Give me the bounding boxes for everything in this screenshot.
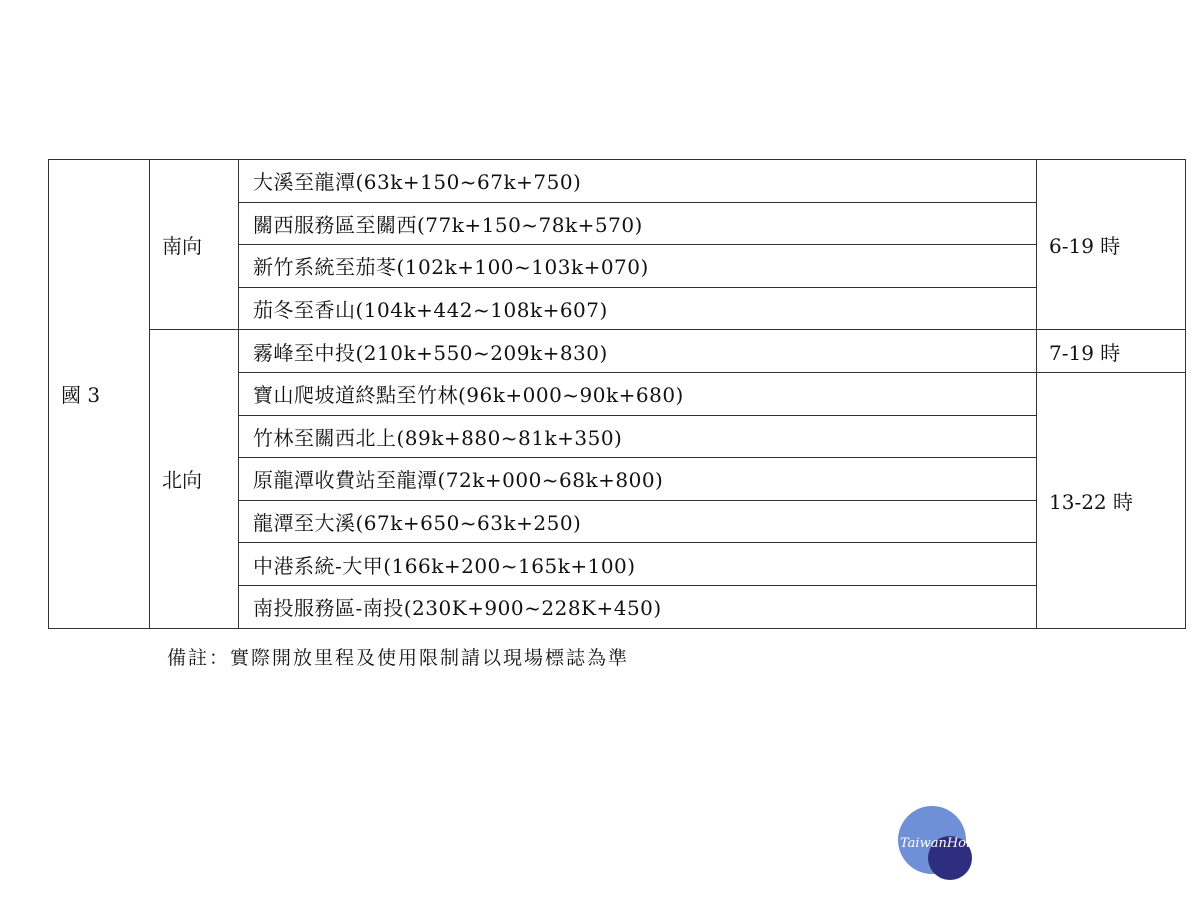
direction-north-cell: 北向	[150, 330, 239, 628]
section-cell: 大溪至龍潭(63k+150~67k+750)	[239, 160, 1037, 203]
footnote: 備註：實際開放里程及使用限制請以現場標誌為準	[167, 647, 630, 669]
road-schedule-table	[48, 159, 1186, 629]
logo-text: TaiwanHot	[900, 836, 972, 851]
section-cell: 中港系統-大甲(166k+200~165k+100)	[239, 543, 1037, 586]
section-cell: 霧峰至中投(210k+550~209k+830)	[239, 330, 1037, 373]
taiwanhot-logo	[898, 806, 978, 880]
table-row	[49, 330, 1186, 373]
time-north-first-cell: 7-19 時	[1037, 330, 1186, 373]
table-row	[49, 160, 1186, 203]
road-cell: 國 3	[49, 160, 150, 629]
section-cell: 寶山爬坡道終點至竹林(96k+000~90k+680)	[239, 372, 1037, 415]
section-cell: 龍潭至大溪(67k+650~63k+250)	[239, 500, 1037, 543]
time-north-rest-cell: 13-22 時	[1037, 372, 1186, 628]
section-cell: 南投服務區-南投(230K+900~228K+450)	[239, 585, 1037, 628]
section-cell: 關西服務區至關西(77k+150~78k+570)	[239, 202, 1037, 245]
section-cell: 茄冬至香山(104k+442~108k+607)	[239, 287, 1037, 330]
section-cell: 新竹系統至茄苳(102k+100~103k+070)	[239, 245, 1037, 288]
section-cell: 原龍潭收費站至龍潭(72k+000~68k+800)	[239, 458, 1037, 501]
time-south-cell: 6-19 時	[1037, 160, 1186, 330]
section-cell: 竹林至關西北上(89k+880~81k+350)	[239, 415, 1037, 458]
direction-south-cell: 南向	[150, 160, 239, 330]
